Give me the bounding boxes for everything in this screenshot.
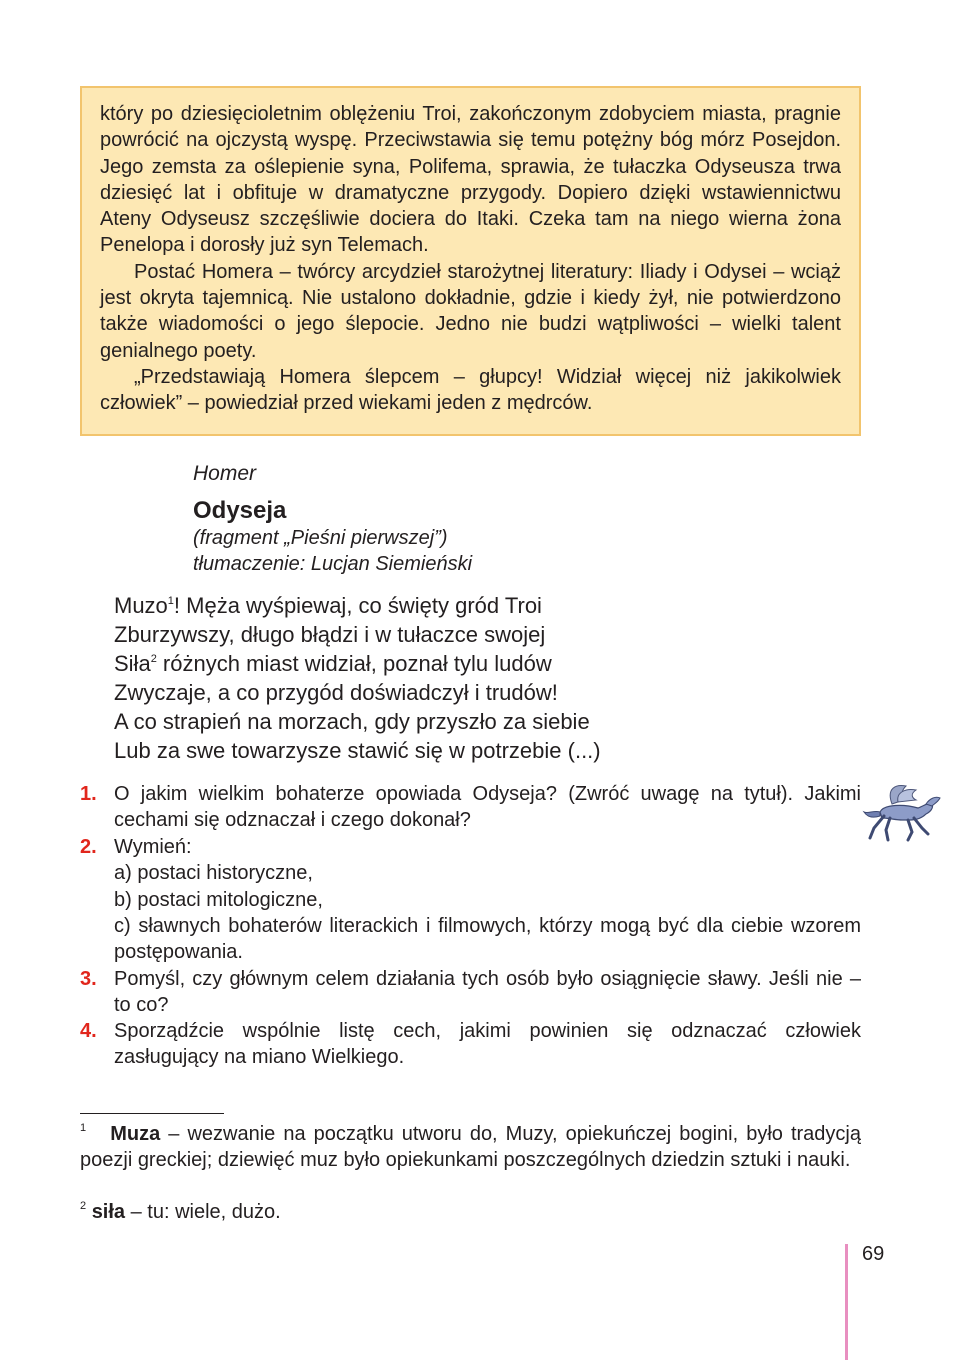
footnote-separator [80,1113,224,1114]
footnote-ref-2: 2 [150,653,157,665]
question-3 [80,966,861,1019]
question-text: Wymień: [114,836,192,858]
footnote-2: $^2$ siła – tu: wiele, dużo. [80,1200,281,1223]
work-title: Odyseja [193,497,287,524]
work-author: Homer [193,462,257,485]
poem [114,591,601,765]
question-2 [80,834,861,965]
question-subitem-c: c) sławnych bohaterów literackich i filmowych, którzy mogą być dla ciebie wzorem postępowania. [114,914,861,964]
question-number: 4. [80,1020,97,1042]
poem-line-1: Muzo$^1$! Męża wyśpiewaj, co święty gród Troi [114,593,542,618]
footnote-1: $^1$ Muza – wezwanie na początku utworu do, Muzy, opiekuńczej bogini, było tradycją poezji greckiej; dziewięć muz było opiekunkami poszczególnych dziedzin sztuki i nauki. [80,1122,861,1172]
poem-line-5: A co strapień na morzach, gdy przyszło za siebie [114,709,590,734]
intro-paragraph-3: „Przedstawiają Homera ślepcem – głupcy! Widział więcej niż jakikolwiek człowiek” – powiedział przed wiekami jeden z mędrców. [100,365,841,415]
poem-line-6: Lub za swe towarzysze stawić się w potrzebie (...) [114,738,601,763]
question-number: 3. [80,968,97,990]
footnote-ref-1: 1 [167,595,174,607]
question-subitem-b: b) postaci mitologiczne, [114,888,323,911]
question-1 [80,781,861,834]
intro-paragraph-2: Postać Homera – twórcy arcydzieł starożytnej literatury: Iliady i Odysei – wciąż jest okryta tajemnicą. Nie ustalono dokładnie, gdzie i kiedy żył, nie potwierdzono także wiadomości o jego ślepocie. Jedno nie budzi wątpliwości – wielki talent genialnego poety. [100,260,841,362]
work-translator: tłumaczenie: Lucjan Siemieński [193,553,473,575]
question-number: 2. [80,836,97,858]
question-text: Sporządźcie wspólnie listę cech, jakimi powinien się odznaczać człowiek zasługujący na miano Wielkiego. [114,1020,861,1069]
question-text: Pomyśl, czy głównym celem działania tych osób było osiągnięcie sławy. Jeśli nie – to co? [114,968,861,1017]
page-bar [845,1244,848,1360]
question-4 [80,1018,861,1071]
poem-line-2: Zburzywszy, długo błądzi i w tułaczce swojej [114,622,546,647]
intro-paragraph-1: który po dziesięcioletnim oblężeniu Troi, zakończonym zdobyciem miasta, pragnie powrócić na ojczystą wyspę. Przeciwstawia się temu potężny bóg mórz Posejdon. Jego zemsta za oślepienie syna, Polifema, sprawia, że tułaczka Odyseusza trwa dziesięć lat i obfituje w dramatyczne przygody. Dopiero dzięki wstawiennictwu Ateny Odyseusz szczęśliwie dociera do Itaki. Czeka tam na niego wierna żona Penelopa i dorosły już syn Telemach. [100,103,841,257]
poem-line-4: Zwyczaje, a co przygód doświadczył i trudów! [114,680,558,705]
question-number: 1. [80,783,97,805]
question-text: O jakim wielkim bohaterze opowiada Odyseja? (Zwróć uwagę na tytuł). Jakimi cechami się odznaczał i czego dokonał? [114,783,861,832]
poem-line-3: Siła$^2$ różnych miast widział, poznał tylu ludów [114,651,552,676]
pegasus-icon [862,782,944,844]
question-subitem-a: a) postaci historyczne, [114,862,313,885]
intro-box [80,86,861,436]
work-fragment: (fragment „Pieśni pierwszej”) [193,527,448,549]
page-number: 69 [862,1243,885,1265]
